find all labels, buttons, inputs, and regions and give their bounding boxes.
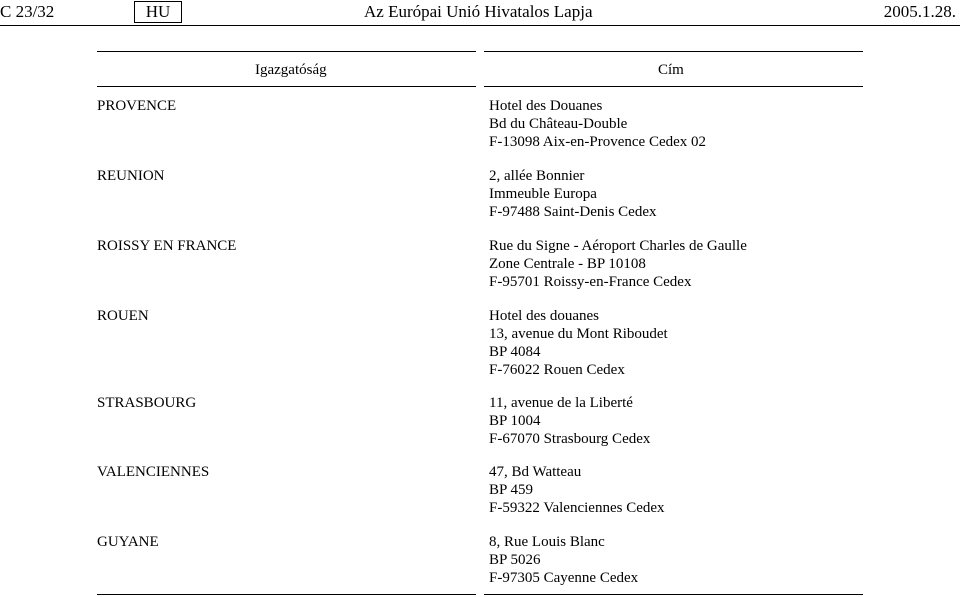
address-line: BP 459 [489, 482, 534, 498]
address-line: 47, Bd Watteau [489, 464, 582, 480]
directorate-name: GUYANE [97, 534, 159, 550]
table-top-rule-left [97, 51, 476, 52]
table-bottom-rule-left [97, 594, 476, 595]
address-line: Immeuble Europa [489, 186, 597, 202]
address-line: F-76022 Rouen Cedex [489, 362, 625, 378]
address-line: Rue du Signe - Aéroport Charles de Gaulle [489, 238, 747, 254]
directorate-address [489, 167, 656, 221]
address-line: BP 5026 [489, 552, 541, 568]
address-line: Zone Centrale - BP 10108 [489, 256, 646, 272]
address-line: F-13098 Aix-en-Provence Cedex 02 [489, 134, 707, 150]
address-line: 13, avenue du Mont Riboudet [489, 326, 668, 342]
directorate-address [489, 394, 650, 448]
publication-date: 2005.1.28. [883, 2, 956, 21]
address-line: F-59322 Valenciennes Cedex [489, 500, 665, 516]
directorate-address [489, 307, 668, 379]
header-bottom-rule-right [484, 86, 863, 87]
directorate-address [489, 463, 665, 517]
page-header [0, 0, 960, 26]
directorate-address [489, 237, 747, 291]
address-line: F-67070 Strasbourg Cedex [489, 431, 651, 447]
directorate-name: STRASBOURG [97, 395, 197, 411]
table-top-rule-right [484, 51, 863, 52]
address-line: 2, allée Bonnier [489, 168, 585, 184]
column-header-directorate: Igazgatóság [255, 62, 327, 78]
address-line: Bd du Château-Double [489, 116, 628, 132]
directorate-name: VALENCIENNES [97, 464, 210, 480]
directorate-name: REUNION [97, 168, 165, 184]
address-line: BP 4084 [489, 344, 541, 360]
address-line: F-97305 Cayenne Cedex [489, 570, 639, 586]
address-line: BP 1004 [489, 413, 541, 429]
address-line: F-95701 Roissy-en-France Cedex [489, 274, 692, 290]
directorate-name: PROVENCE [97, 98, 177, 114]
language-code: HU [134, 1, 182, 23]
journal-title: Az Európai Unió Hivatalos Lapja [364, 2, 593, 21]
directorate-address [489, 533, 638, 587]
directorate-name: ROISSY EN FRANCE [97, 238, 237, 254]
page-number: C 23/32 [0, 2, 55, 21]
address-line: F-97488 Saint-Denis Cedex [489, 204, 657, 220]
address-line: Hotel des douanes [489, 308, 599, 324]
directorate-address [489, 97, 706, 151]
address-line: Hotel des Douanes [489, 98, 603, 114]
address-line: 11, avenue de la Liberté [489, 395, 633, 411]
address-line: 8, Rue Louis Blanc [489, 534, 605, 550]
header-bottom-rule-left [97, 86, 476, 87]
directorate-name: ROUEN [97, 308, 149, 324]
table-bottom-rule-right [484, 594, 863, 595]
column-header-address: Cím [658, 62, 684, 78]
header-rule [0, 25, 960, 26]
